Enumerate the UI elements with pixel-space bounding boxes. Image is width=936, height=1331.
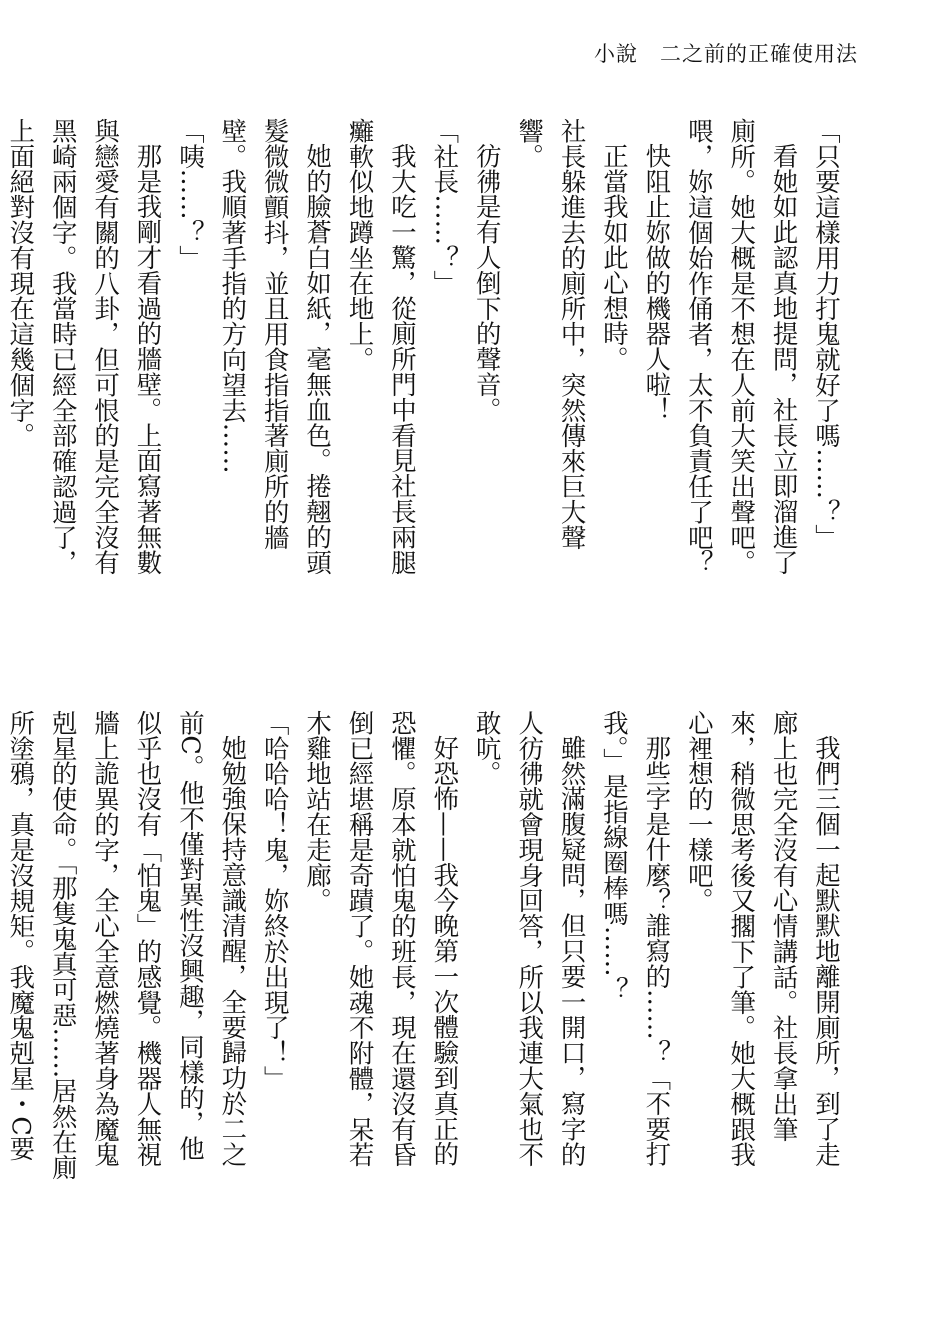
paragraph: 看她如此認真地提問，社長立即溜進了廁所。她大概是不想在人前大笑出聲吧。喂，妳這個始作俑者，太不負責任了吧？ <box>684 118 800 576</box>
paragraph: 我大吃一驚，從廁所門中看見社長兩腿癱軟似地蹲坐在地上。 <box>345 118 418 576</box>
paragraph: 那是我剛才看過的牆壁。上面寫著無數與戀愛有關的八卦，但可恨的是完全沒有黑崎兩個字。我當時已經全部確認過了，上面絕對沒有現在這幾個字。 <box>6 118 164 576</box>
paragraph: 快阻止妳做的機器人啦！ <box>642 143 673 423</box>
page-header <box>594 38 858 68</box>
paragraph: 「只要這樣用力打鬼就好了嗎……？」 <box>812 118 842 550</box>
bottom-text-block <box>6 710 848 1180</box>
paragraph: 她的臉蒼白如紙，毫無血色。捲翹的頭髮微微顫抖，並且用食指指著廁所的牆壁。我順著手指的方向望去…… <box>218 118 334 576</box>
paragraph: 「哈哈哈！鬼，妳終於出現了！」 <box>260 710 291 1091</box>
paragraph: 社長躲進去的廁所中，突然傳來巨大聲響。 <box>515 118 588 550</box>
top-text-block <box>6 118 848 588</box>
header-label: 小說 <box>594 42 638 66</box>
paragraph: 那些字是什麼？誰寫的……？「不要打我。」是指線圈棒嗎……？ <box>599 710 673 1168</box>
paragraph: 正當我如此心想時。 <box>599 143 630 372</box>
paragraph: 她勉強保持意識清醒，全要歸功於二之前C。他不僅對異性沒興趣，同樣的，他似乎也沒有「怕鬼」的感覺。機器人無視牆上詭異的字，全心全意燃燒著身為魔鬼剋星的使命。「那隻鬼真可惡……居然在廁所塗鴉，真是沒規矩。我魔鬼剋星・C要 <box>6 710 249 1180</box>
paragraph: 「咦……？」 <box>175 118 206 271</box>
paragraph: 「社長……？」 <box>430 118 461 296</box>
paragraph: 好恐怖——我今晚第一次體驗到真正的恐懼。原本就怕鬼的班長，現在還沒有昏倒已經堪稱是奇蹟了。她魂不附體，呆若木雞地站在走廊。 <box>303 710 461 1168</box>
paragraph: 我們三個一起默默地離開廁所，到了走廊上也完全沒有心情講話。社長拿出筆來，稍微思考後又擱下了筆。她大概跟我心裡想的一樣吧。 <box>684 710 842 1168</box>
header-title: 二之前的正確使用法 <box>660 42 858 66</box>
paragraph: 雖然滿腹疑問，但只要一開口，寫字的人彷彿就會現身回答，所以我連大氣也不敢吭。 <box>472 710 588 1168</box>
paragraph: 彷彿是有人倒下的聲音。 <box>472 143 503 423</box>
